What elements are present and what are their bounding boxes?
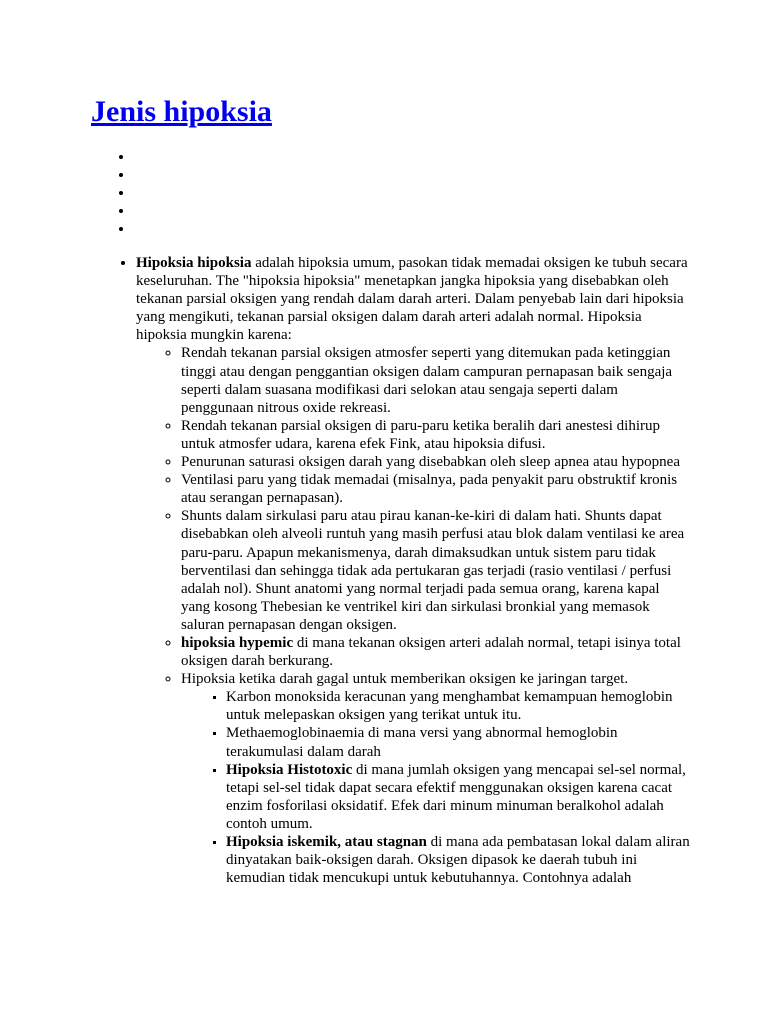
sub-list-item: [181, 507, 691, 634]
sub-sub-list: [181, 688, 691, 887]
sub-sub-list-item: [226, 761, 691, 833]
term-bold: hipoksia hypemic: [181, 634, 294, 651]
sub-list-item: [181, 453, 691, 471]
sub-list-item: [181, 344, 691, 416]
item-text: Rendah tekanan parsial oksigen di paru-paru ketika beralih dari anestesi dihirup untuk atmosfer udara, karena efek Fink, atau hipoksia difusi.: [181, 417, 661, 452]
item-text: Ventilasi paru yang tidak memadai (misalnya, pada penyakit paru obstruktif kronis atau serangan pernapasan).: [181, 472, 678, 507]
item-text: Karbon monoksida keracunan yang menghambat kemampuan hemoglobin untuk melepaskan oksigen yang terikat untuk itu.: [226, 689, 673, 724]
main-list: [91, 254, 691, 887]
sub-sub-list-item: [226, 833, 691, 887]
sub-list-item: [181, 417, 691, 453]
page-title: [91, 93, 272, 131]
term-bold: Hipoksia hipoksia: [136, 255, 252, 271]
empty-bullet-list: [91, 148, 134, 238]
item-text: Hipoksia ketika darah gagal untuk memberikan oksigen ke jaringan target.: [181, 671, 629, 688]
item-text: di mana tekanan oksigen arteri adalah normal, tetapi isinya total oksigen darah berkurang.: [181, 634, 681, 670]
item-text: di mana ada pembatasan lokal dalam aliran dinyatakan baik-oksigen darah. Oksigen dipasok ke daerah tubuh ini kemudian tidak mencukupi untuk kebutuhannya. Contohnya adalah: [226, 834, 690, 887]
item-text: Penurunan saturasi oksigen darah yang disebabkan oleh sleep apnea atau hypopnea: [181, 454, 680, 471]
item-text: di mana jumlah oksigen yang mencapai sel-sel normal, tetapi sel-sel tidak dapat secara efektif menggunakan oksigen karena cacat enzim fosforilasi oksidatif. Efek dari minum minuman beralkohol adalah contoh umum.: [226, 761, 686, 832]
item-text: Shunts dalam sirkulasi paru atau pirau kanan-ke-kiri di dalam hati. Shunts dapat disebabkan oleh alveoli runtuh yang masih perfusi atau blok dalam ventilasi ke area paru-paru. Apapun mekanismenya, darah dimaksudkan untuk sistem paru tidak berventilasi dan sehingga tidak ada pertukaran gas terjadi (rasio ventilasi / perfusi adalah nol). Shunt anatomi yang normal terjadi pada semua orang, karena kapal yang kosong Thebesian ke ventrikel kiri dan sirkulasi bronkial yang memasok saluran pernapasan dengan oksigen.: [181, 508, 685, 633]
sub-list: [136, 344, 691, 887]
title-link[interactable]: Jenis hipoksia: [91, 95, 272, 128]
item-text: Methaemoglobinaemia di mana versi yang abnormal hemoglobin terakumulasi dalam darah: [226, 725, 618, 760]
sub-list-item: [181, 471, 691, 507]
item-text: adalah hipoksia umum, pasokan tidak memadai oksigen ke tubuh secara keseluruhan. The "hipoksia hipoksia" menetapkan jangka hipoksia yang disebabkan oleh tekanan parsial oksigen yang rendah dalam darah arteri. Dalam penyebab lain dari hipoksia yang mengikuti, tekanan parsial oksigen dalam darah arteri adalah normal. Hipoksia hipoksia mungkin karena:: [136, 255, 688, 344]
sub-list-item: [181, 634, 691, 670]
sub-sub-list-item: [226, 724, 691, 760]
term-bold: Hipoksia iskemik, atau stagnan: [226, 834, 427, 850]
term-bold: Hipoksia Histotoxic: [226, 761, 353, 778]
sub-list-item: [181, 670, 691, 887]
sub-sub-list-item: [226, 688, 691, 724]
article-body: [91, 254, 691, 887]
item-text: Rendah tekanan parsial oksigen atmosfer seperti yang ditemukan pada ketinggian tinggi atau dengan penggantian oksigen dalam campuran pernapasan baik sengaja seperti dalam suasana modifikasi dari selokan atau sengaja seperti dalam penggunaan nitrous oxide rekreasi.: [181, 345, 673, 416]
list-item: [136, 254, 691, 887]
